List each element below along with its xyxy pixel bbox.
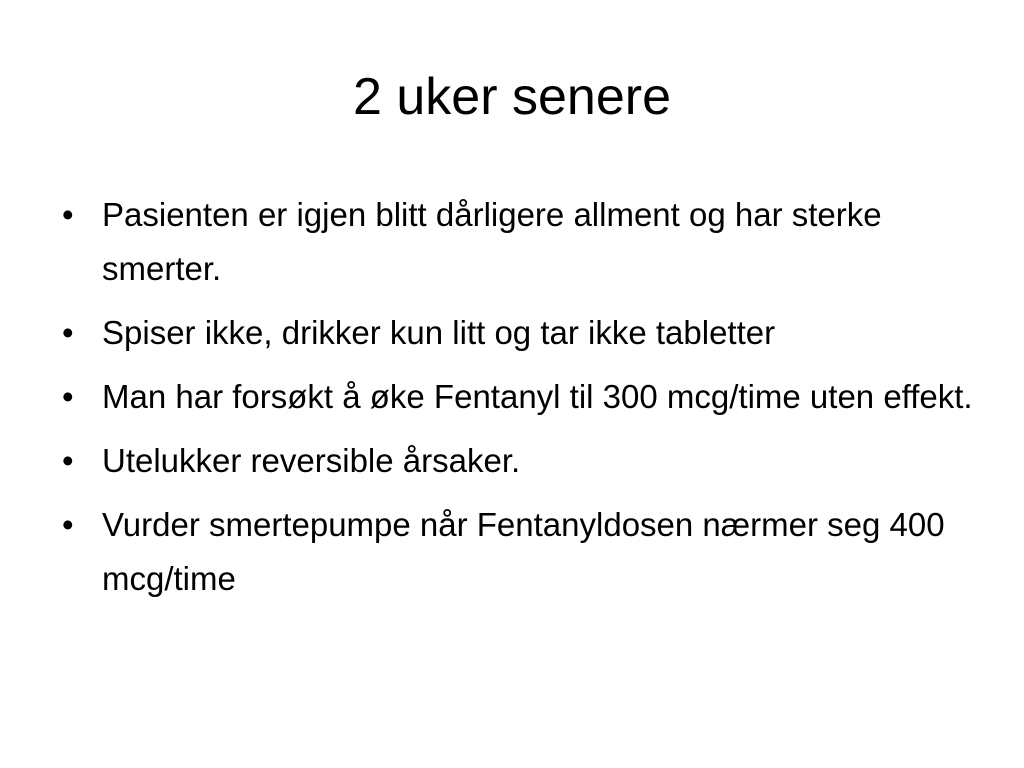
bullet-dot-icon: •	[62, 196, 74, 233]
bullet-item	[62, 188, 992, 296]
bullet-text: Vurder smertepumpe når Fentanyldosen nærmer seg 400 mcg/time	[102, 506, 945, 597]
bullet-item	[62, 370, 992, 424]
bullet-item	[62, 306, 992, 360]
bullet-text: Spiser ikke, drikker kun litt og tar ikke tabletter	[102, 314, 776, 351]
bullet-dot-icon: •	[62, 442, 74, 479]
bullet-list	[62, 188, 992, 616]
bullet-item	[62, 498, 992, 606]
bullet-dot-icon: •	[62, 506, 74, 543]
bullet-item	[62, 434, 992, 488]
bullet-text: Utelukker reversible årsaker.	[102, 442, 521, 479]
slide-title: 2 uker senere	[353, 68, 671, 126]
bullet-dot-icon: •	[62, 314, 74, 351]
bullet-text: Man har forsøkt å øke Fentanyl til 300 mcg/time uten effekt.	[102, 378, 973, 415]
bullet-text: Pasienten er igjen blitt dårligere allment og har sterke smerter.	[102, 196, 882, 287]
bullet-dot-icon: •	[62, 378, 74, 415]
